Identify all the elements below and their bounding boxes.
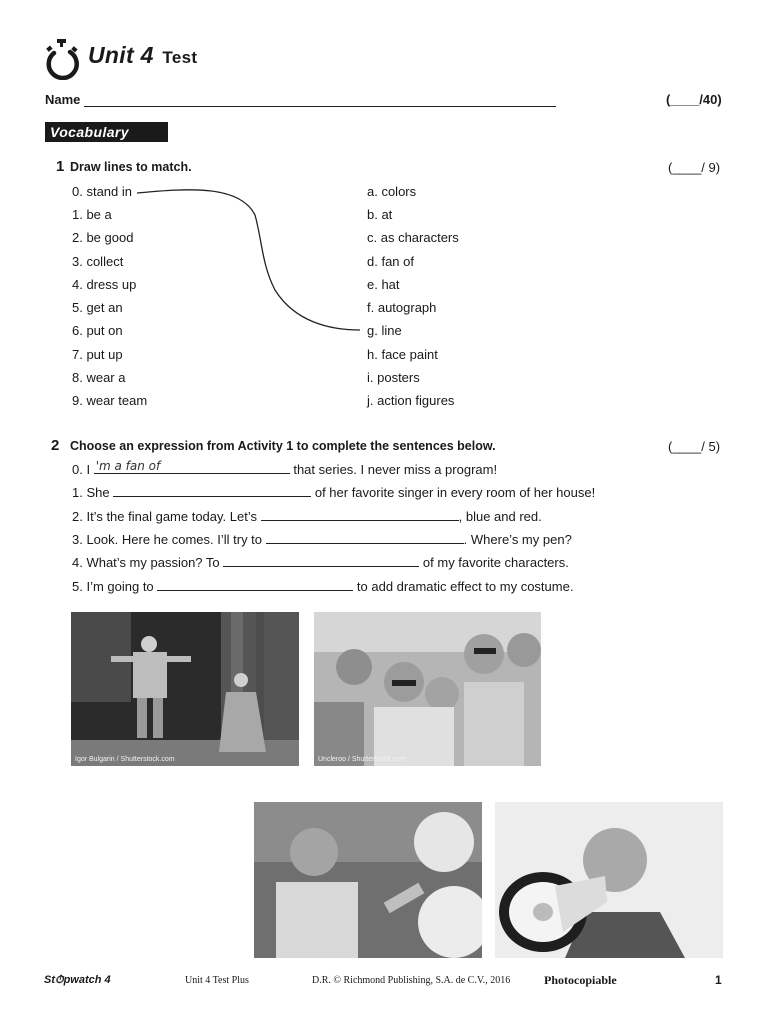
sentence-item bbox=[72, 554, 569, 570]
match-right-item: c. as characters bbox=[367, 230, 459, 245]
footer-test-name: Unit 4 Test Plus bbox=[185, 975, 249, 986]
photo-credit: Uncleroo / Shutterstock.com bbox=[318, 756, 406, 763]
sentence-after: of her favorite singer in every room of her house! bbox=[314, 485, 596, 500]
sentence-before: 0. I bbox=[72, 462, 91, 477]
sentence-after: . Where’s my pen? bbox=[463, 532, 572, 547]
activity-number: 1 bbox=[56, 158, 65, 175]
match-right-item: d. fan of bbox=[367, 254, 414, 269]
photo-stage-performers bbox=[71, 612, 299, 766]
total-score: (____/40) bbox=[666, 92, 722, 107]
photo-stage-image bbox=[71, 612, 299, 766]
activity-title: Choose an expression from Activity 1 to complete the sentences below. bbox=[70, 439, 496, 453]
answer-blank[interactable] bbox=[94, 461, 290, 474]
photo-autograph-image bbox=[254, 802, 482, 958]
match-left-item: 5. get an bbox=[72, 300, 123, 315]
match-right-item: b. at bbox=[367, 207, 393, 222]
name-label: Name bbox=[45, 92, 81, 107]
match-right-item: h. face paint bbox=[367, 347, 438, 362]
stopwatch-icon bbox=[44, 38, 80, 80]
match-right-item: g. line bbox=[367, 323, 402, 338]
activity-number: 2 bbox=[51, 437, 60, 454]
match-right-item: e. hat bbox=[367, 277, 400, 292]
sentence-before: 5. I’m going to bbox=[72, 579, 154, 594]
match-left-item: 4. dress up bbox=[72, 277, 137, 292]
photo-crowd-image bbox=[314, 612, 541, 766]
match-left-item: 0. stand in bbox=[72, 184, 132, 199]
title-sub: Test bbox=[162, 48, 198, 67]
footer-copyright: D.R. © Richmond Publishing, S.A. de C.V., 2016 bbox=[312, 975, 511, 986]
match-left-item: 1. be a bbox=[72, 207, 112, 222]
sentence-after: to add dramatic effect to my costume. bbox=[356, 579, 574, 594]
title-main: Unit 4 bbox=[88, 42, 154, 68]
match-right-item: i. posters bbox=[367, 370, 420, 385]
activity-score: (____/ 9) bbox=[668, 160, 721, 175]
match-left-item: 2. be good bbox=[72, 230, 134, 245]
answer-blank[interactable] bbox=[157, 578, 353, 591]
match-left-item: 9. wear team bbox=[72, 393, 148, 408]
photo-credit: Igor Bulgarin / Shutterstock.com bbox=[75, 756, 175, 763]
sentence-item bbox=[72, 508, 542, 524]
match-right-item: a. colors bbox=[367, 184, 417, 199]
match-left-item: 8. wear a bbox=[72, 370, 126, 385]
sentence-after: that series. I never miss a program! bbox=[293, 462, 498, 477]
photo-fans-crowd bbox=[314, 612, 541, 766]
footer-brand: St⏱pwatch 4 bbox=[44, 974, 111, 986]
example-answer: 'm a fan of bbox=[95, 459, 161, 473]
sentence-item bbox=[72, 578, 573, 594]
sentence-item bbox=[72, 461, 497, 477]
match-left-item: 7. put up bbox=[72, 347, 123, 362]
footer-photocopiable: Photocopiable bbox=[544, 973, 617, 987]
sentence-before: 4. What’s my passion? To bbox=[72, 555, 220, 570]
match-right-item: j. action figures bbox=[367, 393, 455, 408]
name-field[interactable] bbox=[84, 106, 556, 107]
sentence-before: 2. It’s the final game today. Let’s bbox=[72, 509, 258, 524]
sentence-after: of my favorite characters. bbox=[422, 555, 569, 570]
sentence-before: 1. She bbox=[72, 485, 110, 500]
match-left-item: 6. put on bbox=[72, 323, 123, 338]
photo-autograph bbox=[254, 802, 482, 958]
answer-blank[interactable] bbox=[223, 554, 419, 567]
photo-megaphone-fan bbox=[495, 802, 723, 958]
sentence-before: 3. Look. Here he comes. I’ll try to bbox=[72, 532, 263, 547]
match-right-item: f. autograph bbox=[367, 300, 437, 315]
sentence-item bbox=[72, 484, 595, 500]
page-title bbox=[88, 42, 197, 69]
page-footer bbox=[44, 972, 724, 992]
match-left-item: 3. collect bbox=[72, 254, 124, 269]
activity-title: Draw lines to match. bbox=[70, 160, 192, 174]
page-number: 1 bbox=[715, 973, 722, 987]
photo-megaphone-image bbox=[495, 802, 723, 958]
sentence-item bbox=[72, 531, 572, 547]
activity-score: (____/ 5) bbox=[668, 439, 721, 454]
answer-blank[interactable] bbox=[113, 484, 311, 497]
section-banner: Vocabulary bbox=[45, 122, 168, 142]
answer-blank[interactable] bbox=[266, 531, 464, 544]
answer-blank[interactable] bbox=[261, 508, 459, 521]
sentence-after: , blue and red. bbox=[458, 509, 542, 524]
